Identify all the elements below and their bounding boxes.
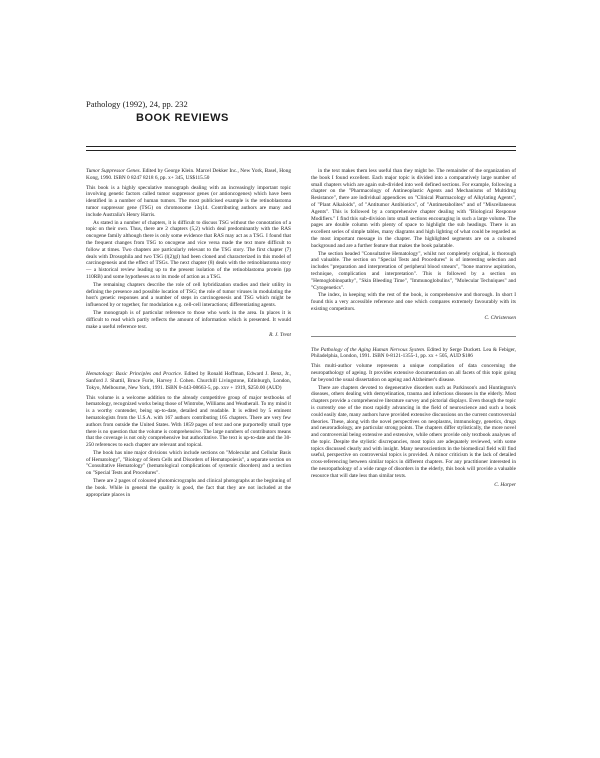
review-paragraph: This book is a highly speculative monograph dealing with an increasingly important topic involving genetic factors called tumor suppressor genes (or antioncogenes) which have been identified in a number of human tumors. The most publicised example is the retinoblastoma tumor suppressor gene (TSG) on chromosome 13q14. Contributing authors are many and include Australia's Henry Harris. bbox=[86, 184, 291, 218]
review-paragraph: There are 2 pages of coloured photomicrographs and clinical photographs at the beginning of the book. While in general the quality is good, the fact that they are not included at the appropriate places in bbox=[86, 478, 291, 498]
book-review bbox=[86, 168, 291, 339]
journal-citation: Pathology (1992), 24, pp. 232 bbox=[86, 99, 188, 109]
book-title: Hematology: Basic Principles and Practice. bbox=[86, 371, 183, 378]
book-citation bbox=[86, 371, 291, 391]
page-title: BOOK REVIEWS bbox=[136, 112, 229, 124]
review-paragraph: This volume is a welcome addition to the already competitive group of major textbooks of hematology, recognized works being those of Wintrobe, Williams and Weatherall. To my mind it is a worthy contender, being up-to-date, detailed and readable. It is edited by 5 eminent hematologists from the U.S.A. with 167 authors contributing 165 chapters. There are very few authors from outside the United States. With 1859 pages of text and one purportedly small type there is no question that the volume is comprehensive. The large numbers of contributors means that the coverage is not only comprehensive but authoritative. The text is up-to-date and the 30-250 references to each chapter are relevant and topical. bbox=[86, 394, 291, 449]
review-paragraph: The monograph is of particular reference to those who work in the area. In places it is difficult to read which partly reflects the amount of information which is presented. It would make a useful reference text. bbox=[86, 309, 291, 330]
review-paragraph: The book has nine major divisions which include sections on "Molecular and Cellular Basis of Hematology", "Biology of Stem Cells and Disorders of Hematopoiesis", a separate section on "Consultative Hematology" (hematological complications of systemic disorders) and a section on "Special Tests and Procedures". bbox=[86, 449, 291, 477]
book-citation bbox=[86, 168, 291, 182]
reviewer-signature: R. J. Trent bbox=[269, 332, 291, 339]
right-column bbox=[311, 168, 516, 498]
book-title: The Pathology of the Aging Human Nervous System. bbox=[311, 346, 426, 353]
book-review bbox=[86, 371, 291, 498]
book-citation bbox=[311, 347, 516, 361]
book-details: Edited by George Klein. Marcel Dekker Inc., New York, Basel, Hong Kong, 1990. ISBN 0 8247 8218 6, pp. x+ 345, US$115.50 bbox=[86, 168, 291, 181]
book-details: Edited by Ronald Hoffman, Edward J. Benz, Jr., Sanford J. Shattil, Bruce Furie, Harvey J. Cohen. Churchill Livingstone, Edinburgh, London, Tokyo, Melbourne, New York, 1991. ISBN 0-443-08663-5, pp. xxv + 1919, $250.00 (AUD) bbox=[86, 371, 291, 391]
book-review bbox=[311, 168, 516, 322]
review-spacer bbox=[86, 349, 291, 371]
book-review bbox=[311, 347, 516, 489]
reviewer-signature: C. Christensen bbox=[484, 314, 516, 321]
review-paragraph: in the text makes them less useful than they might be. The remainder of the organization of the book I found excellent. Each major topic is divided into a comparatively large number of small chapters which are again sub-divided into well defined sections. For example, following a chapter on the "Pharmacology of Antineoplastic Agents and Mechanisms of Multidrug Resistance", there are individual appendices on "Clinical Pharmacology of Alkylating Agents", of "Plant Alkaloids", of "Antitumor Antibiotics", of "Antimetabolites" and of "Miscellaneous Agents". This is followed by a comprehensive chapter dealing with "Biological Response Modifiers." I find this sub-division into small sections encouraging in such a large volume. The pages are double column with plenty of space to highlight the sub headings. There is an excellent series of simple tables, many diagrams and high lighting of what could be regarded as the most important message in the chapter. The highlighted segments are on a coloured background and are a further feature that makes the book palatable. bbox=[311, 168, 516, 249]
review-separator bbox=[311, 336, 516, 337]
review-paragraph: This multi-author volume represents a unique compilation of data concerning the neuropathology of ageing. It provides extensive documentation on all facets of this topic going far beyond the usual dissertation on ageing and Alzheimer's disease. bbox=[311, 363, 516, 383]
review-paragraph: The section headed "Consultative Hematology", whilst not completely original, is thorough and valuable. The section on "Special Tests and Procedures" is of interesting selection and includes "preparation and interpretation of peripheral blood smears", "bone marrow aspiration, technique, complication and interpretation". This is followed by a section on "Hemoglobinopathy", "Skin Bleeding Time", "Immunoglobulins", "Molecular Techniques" and "Cytogenetics". bbox=[311, 250, 516, 291]
reviewer-signature: C. Harper bbox=[494, 481, 516, 488]
book-details: Edited by Serge Duckett. Lea & Febiger, Philadelphia, London, 1991. ISBN 0-8121-1355-1, pp. xx + 505, AUD $186 bbox=[311, 346, 516, 360]
review-paragraph: As stated in a number of chapters, it is difficult to discuss TSG without the connotation of a topic on their own. Thus, there are 2 chapters (5,2) which deal predominantly with the RAS oncogene family although there is only some evidence that RAS may act as a TSG. I found that the frequent changes from TSG to oncogene and vice versa made the text more difficult to follow at times. Two chapters are particularly relevant to the TSG story. The first chapter (7) deals with Drosophila and two TSG (l(2)gl) had been cloned and characterized in this model of carcinogenesis and the effect of TSGs. The next chapter (8) deals with the retinoblastoma story — a historical review leading up to the present isolation of the retinoblastoma protein (pp 110RB) and some hypotheses as to its mode of action as a TSG. bbox=[86, 219, 291, 280]
book-title: Tumor Suppressor Genes. bbox=[86, 168, 141, 174]
review-paragraph: The remaining chapters describe the role of cell hybridization studies and their utility in defining the presence and possible location of TSG; the role of tumor viruses in modulating the host's genetic responses and a number of steps in carcinogenesis and TSG which might be influenced by or together, for modulation e.g. cell-cell interactions; differentiating agents. bbox=[86, 281, 291, 309]
review-paragraph: There are chapters devoted to degenerative disorders such as Parkinson's and Huntington's diseases, others dealing with demyelination, trauma and infectious diseases in the elderly. Most chapters provide a comprehensive literature survey and pictorial displays. Even though the topic is currently one of the most rapidly advancing in the field of neuroscience and such a book could easily date, many authors have provided extensive discussions on the current controversial theories. These, along with the novel perspectives on neoplasms, immunology, genetics, drugs and neuroradiology, are particular strong points. The chapters differ stylistically, the more novel and controversial being extensive and extensive, while others provide only textbook analyses of the topic. Despite the stylistic discrepancies, most topics are adequately reviewed, with some topics discussed clearly and with insight. Many neuroscientists in the biomedical field will find useful, perspective on controversial topics is provided. A minor criticism is the lack of detailed cross-referencing between similar topics in different chapters. For any practitioner interested in the neuropathology of a wide range of disorders in the elderly, this book will provide a valuable resource that will date less than similar texts. bbox=[311, 384, 516, 479]
header-rule bbox=[86, 146, 516, 147]
header-rule-thin bbox=[86, 150, 516, 151]
review-paragraph: The index, in keeping with the rest of the book, is comprehensive and thorough. In short I found this a very accessible reference and one which compares extremely favourably with its existing competitors. bbox=[311, 292, 516, 312]
left-column bbox=[86, 168, 291, 508]
